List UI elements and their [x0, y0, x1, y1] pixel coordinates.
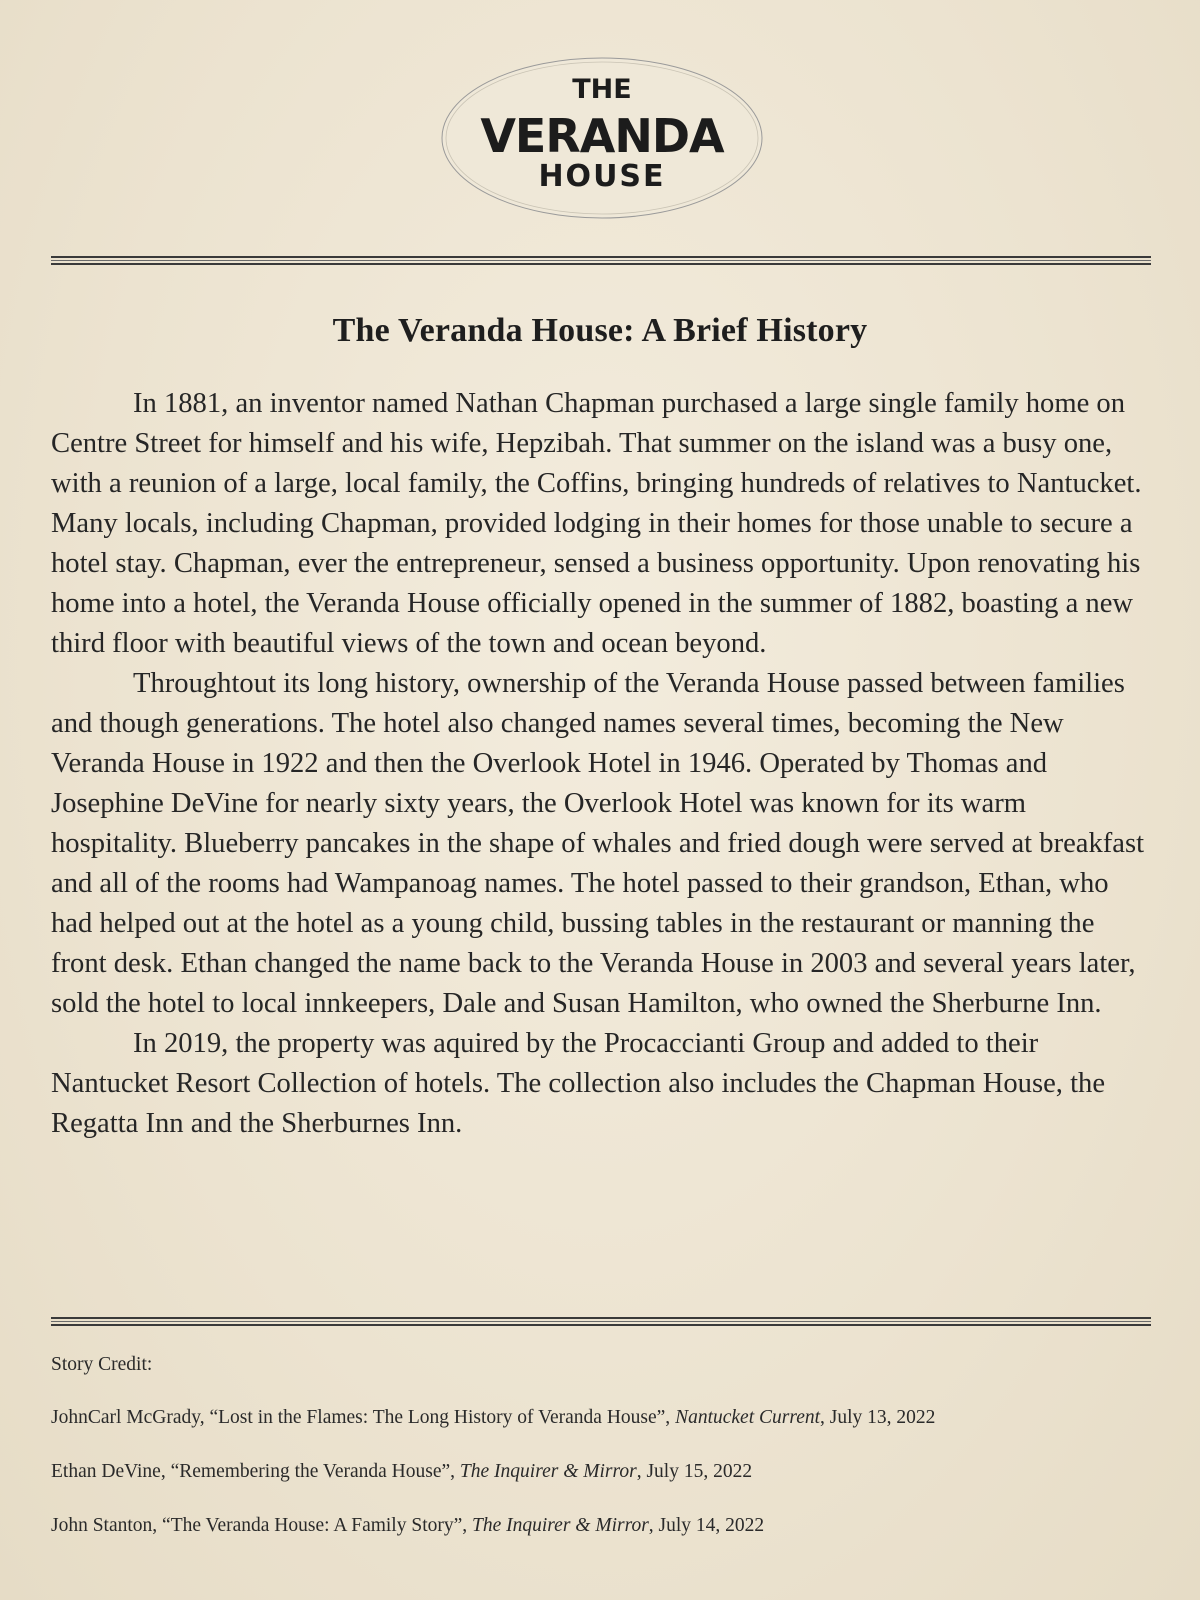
logo-word-veranda: VERANDA [480, 109, 724, 163]
paragraph-1: In 1881, an inventor named Nathan Chapman purchased a large single family home on Centre Street for himself and his wife, Hepzibah. That summer on the island was a busy one, with a reunion of a large, local family, the Coffins, bringing hundreds of relatives to Nantucket. Many locals, including Chapman, provided lodging in their homes for those unable to secure a hotel stay. Chapman, ever the entrepreneur, sensed a business opportunity. Upon renovating his home into a hotel, the Veranda House officially opened in the summer of 1882, boasting a new third floor with beautiful views of the town and ocean beyond. [51, 388, 1142, 659]
top-divider [51, 256, 1151, 265]
citation [51, 1461, 752, 1483]
logo-word-house: HOUSE [538, 159, 666, 194]
paragraph-2: Throughtout its long history, ownership of the Veranda House passed between families and though generations. The hotel also changed names several times, becoming the New Veranda House in 1922 and then the Overlook Hotel in 1946. Operated by Thomas and Josephine DeVine for nearly sixty years, the Overlook Hotel was known for its warm hospitality. Blueberry pancakes in the shape of whales and fried dough were served at breakfast and all of the rooms had Wampanoag names. The hotel passed to their grandson, Ethan, who had helped out at the hotel as a young child, bussing tables in the restaurant or manning the front desk. Ethan changed the name back to the Veranda House in 2003 and several years later, sold the hotel to local innkeepers, Dale and Susan Hamilton, who owned the Sherburne Inn. [51, 668, 1145, 1019]
bottom-divider [51, 1317, 1151, 1326]
citation-author-title: Ethan DeVine, “Remembering the Veranda House”, [51, 1461, 460, 1482]
citation-date: , July 14, 2022 [648, 1515, 765, 1536]
history-body [51, 384, 1151, 1144]
citation-author-title: JohnCarl McGrady, “Lost in the Flames: The Long History of Veranda House”, [51, 1407, 676, 1428]
citation-publication: The Inquirer & Mirror [472, 1515, 649, 1536]
citation-publication: Nantucket Current [675, 1407, 821, 1428]
citation-date: , July 13, 2022 [820, 1407, 936, 1428]
citation [51, 1407, 935, 1429]
citation-publication: The Inquirer & Mirror [459, 1461, 637, 1482]
credits-label: Story Credit: [51, 1354, 153, 1375]
citation [51, 1515, 764, 1537]
citation-date: , July 15, 2022 [636, 1461, 753, 1482]
logo-word-the: THE [572, 74, 632, 105]
paragraph-3: In 2019, the property was aquired by the Procaccianti Group and added to their Nantucket Resort Collection of hotels. The collection also includes the Chapman House, the Regatta Inn and the Sherburnes Inn. [51, 1028, 1106, 1139]
veranda-house-logo [440, 56, 764, 220]
citation-author-title: John Stanton, “The Veranda House: A Family Story”, [51, 1515, 473, 1536]
page-title: The Veranda House: A Brief History [332, 312, 868, 349]
